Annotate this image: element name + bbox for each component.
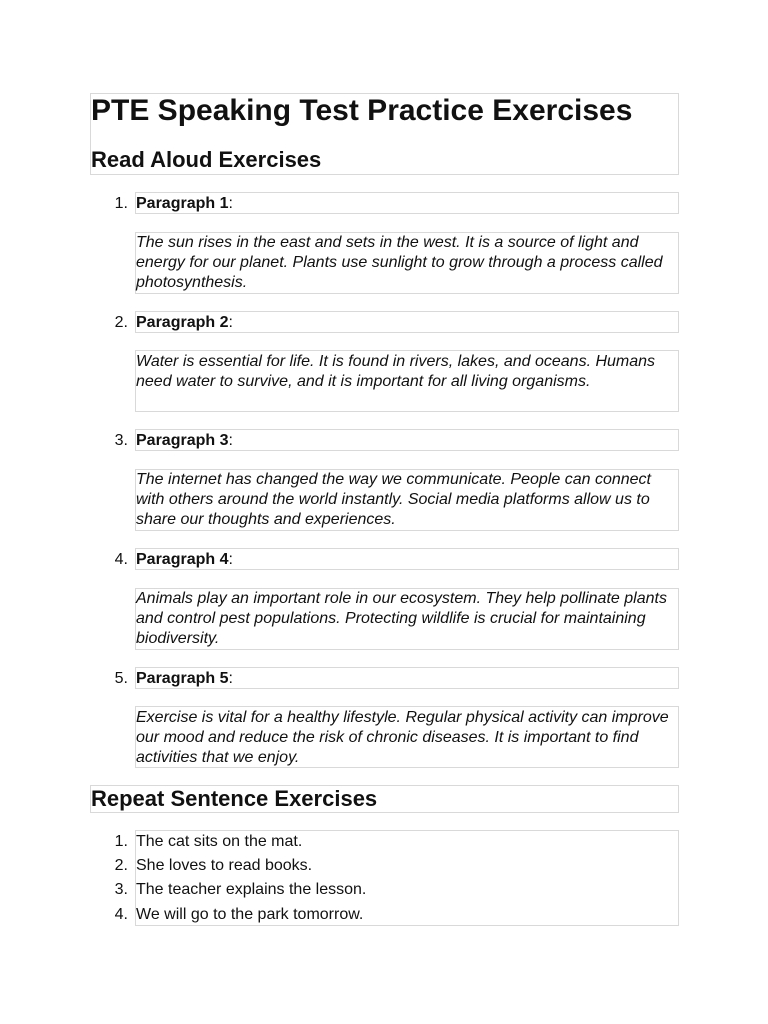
sentence-item: She loves to read books.	[136, 857, 313, 874]
read-aloud-heading: Read Aloud Exercises	[91, 147, 322, 172]
sentence-item: We will go to the park tomorrow.	[136, 906, 364, 923]
paragraph-label	[136, 431, 233, 451]
paragraph-label	[136, 313, 233, 333]
paragraph-text: Animals play an important role in our ecosystem. They help pollinate plants and control pest populations. Protecting wildlife is crucial for maintaining biodiversity.	[136, 590, 667, 647]
paragraph-label	[136, 669, 233, 689]
list-number: 2.	[114, 857, 128, 874]
label-colon: :	[228, 314, 233, 331]
paragraph-text: The sun rises in the east and sets in the west. It is a source of light and energy for our planet. Plants use sunlight to grow through a process called photosynthesis.	[136, 234, 663, 291]
label-colon: :	[228, 551, 233, 568]
list-number: 5.	[114, 670, 128, 687]
list-number: 4.	[114, 551, 128, 568]
paragraph-label-text: Paragraph 3	[136, 432, 229, 449]
list-number: 3.	[114, 881, 128, 898]
paragraph-text: Exercise is vital for a healthy lifestyle. Regular physical activity can improve our mood and reduce the risk of chronic diseases. It is important to find activities that we enjoy.	[136, 709, 669, 766]
paragraph-label	[136, 194, 233, 214]
paragraph-text: Water is essential for life. It is found in rivers, lakes, and oceans. Humans need water to survive, and it is important for all living organisms.	[136, 353, 656, 390]
paragraph-label	[136, 550, 233, 570]
list-number: 2.	[114, 314, 128, 331]
paragraph-label-text: Paragraph 1	[136, 195, 229, 212]
list-number: 1.	[114, 833, 128, 850]
label-colon: :	[228, 195, 233, 212]
page-title: PTE Speaking Test Practice Exercises	[91, 94, 633, 127]
sentence-item: The teacher explains the lesson.	[136, 881, 367, 898]
paragraph-label-text: Paragraph 4	[136, 551, 229, 568]
list-number: 1.	[114, 195, 128, 212]
label-colon: :	[228, 670, 233, 687]
repeat-sentence-heading: Repeat Sentence Exercises	[91, 786, 378, 811]
paragraph-text: The internet has changed the way we communicate. People can connect with others around the world instantly. Social media platforms allow us to share our thoughts and experiences.	[136, 471, 651, 528]
paragraph-label-text: Paragraph 5	[136, 670, 229, 687]
list-number: 3.	[114, 432, 128, 449]
sentence-item: The cat sits on the mat.	[136, 833, 303, 850]
paragraph-label-text: Paragraph 2	[136, 314, 229, 331]
list-number: 4.	[114, 906, 128, 923]
label-colon: :	[228, 432, 233, 449]
